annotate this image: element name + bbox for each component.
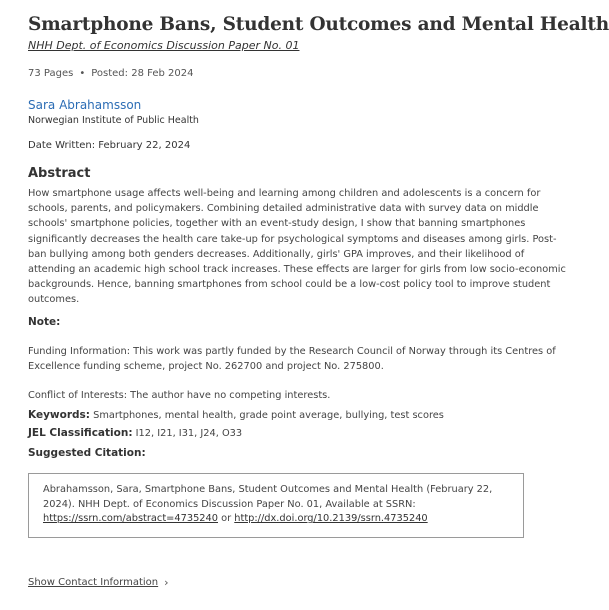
posted-date: Posted: 28 Feb 2024: [91, 68, 194, 79]
abstract-line: attending an academic high school track increases. These effects are larger for girls from low socio-economic: [28, 264, 566, 276]
citation-line: Abrahamsson, Sara, Smartphone Bans, Student Outcomes and Mental Health (February 22,: [43, 484, 493, 496]
abstract-text: [28, 186, 566, 308]
series-link[interactable]: NHH Dept. of Economics Discussion Paper No. 01: [28, 39, 300, 52]
citation-box: [28, 473, 524, 538]
doi-link[interactable]: http://dx.doi.org/10.2139/ssrn.4735240: [234, 513, 428, 525]
paper-title: Smartphone Bans, Student Outcomes and Mental Health: [28, 14, 609, 35]
jel-row: [28, 427, 526, 439]
abstract-line: ban bullying among both genders decreases. Additionally, girls' GPA improves, and their likelihood of: [28, 248, 525, 260]
abstract-line: backgrounds. Hence, banning smartphones from school could be a low-cost policy tool to improve student: [28, 279, 551, 291]
funding-line: Funding Information: This work was partly funded by the Research Council of Norway through its Centres of: [28, 345, 556, 357]
paper-meta: [28, 68, 526, 79]
contact-label: Show Contact Information: [28, 577, 159, 588]
date-written: Date Written: February 22, 2024: [28, 140, 191, 151]
show-contact-information[interactable]: [28, 576, 169, 589]
note-heading: Note:: [28, 315, 61, 328]
funding-line: Excellence funding scheme, project No. 262700 and project No. 275800.: [28, 360, 384, 372]
citation-links-line: [43, 512, 509, 527]
citation-line: 2024). NHH Dept. of Economics Discussion Paper No. 01, Available at SSRN:: [43, 498, 416, 510]
ssrn-abstract-link[interactable]: https://ssrn.com/abstract=4735240: [43, 513, 218, 525]
abstract-line: How smartphone usage affects well-being and learning among children and adolescents is a concern for: [28, 188, 541, 199]
citation-heading: Suggested Citation:: [28, 447, 146, 460]
keywords-row: [28, 409, 526, 421]
author-affiliation: Norwegian Institute of Public Health: [28, 115, 199, 126]
conflict-of-interests: Conflict of Interests: The author have no competing interests.: [28, 390, 331, 402]
or-separator: or: [218, 513, 235, 525]
page-count: 73 Pages: [28, 68, 74, 79]
author-link[interactable]: Sara Abrahamsson: [28, 98, 142, 112]
bullet-separator: •: [79, 68, 86, 79]
abstract-line: outcomes.: [28, 294, 80, 306]
abstract-line: schools' smartphone policies, together with an event-study design, I show that banning smartphones: [28, 218, 526, 230]
keywords-label: Keywords:: [28, 409, 90, 422]
abstract-line: schools, parents, and policymakers. Combining detailed administrative data with survey data on middle: [28, 203, 539, 215]
chevron-right-icon: ›: [164, 576, 169, 589]
abstract-line: significantly decreases the health care take-up for psychological symptoms and diseases among girls. Post-: [28, 233, 557, 245]
funding-information: [28, 344, 556, 374]
jel-label: JEL Classification:: [28, 427, 133, 440]
keywords-value: Smartphones, mental health, grade point average, bullying, test scores: [93, 410, 444, 422]
abstract-heading: Abstract: [28, 166, 91, 181]
jel-value: I12, I21, I31, J24, O33: [135, 428, 243, 440]
